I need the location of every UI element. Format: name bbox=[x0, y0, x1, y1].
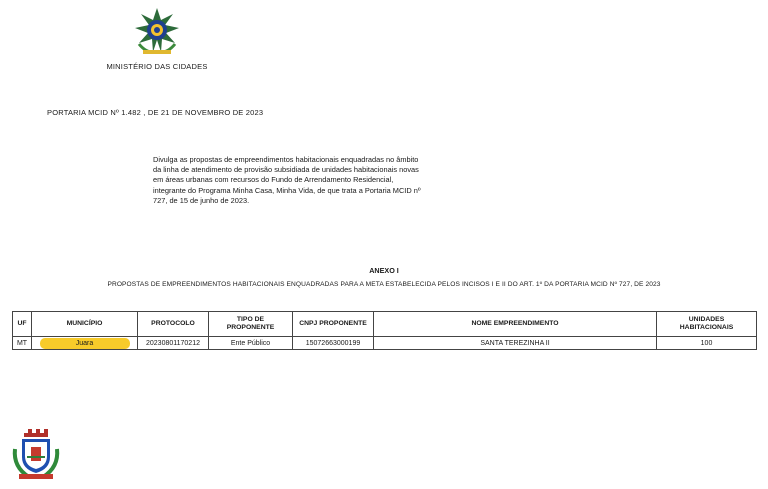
cell-uf: MT bbox=[13, 337, 32, 350]
ministry-name: MINISTÉRIO DAS CIDADES bbox=[106, 62, 208, 71]
cell-cnpj: 15072663000199 bbox=[293, 337, 374, 350]
header-nome: NOME EMPREENDIMENTO bbox=[374, 312, 657, 337]
header-uf: UF bbox=[13, 312, 32, 337]
header-unidades bbox=[657, 312, 757, 337]
ementa-line: em áreas urbanas com recursos do Fundo de Arrendamento Residencial, bbox=[153, 175, 394, 185]
table-header-row bbox=[13, 312, 757, 337]
cell-protocolo: 20230801170212 bbox=[138, 337, 209, 350]
brazil-coat-of-arms-icon bbox=[131, 6, 183, 58]
municipal-coat-of-arms-icon bbox=[9, 427, 63, 481]
cell-unidades: 100 bbox=[657, 337, 757, 350]
ementa-paragraph bbox=[153, 155, 471, 206]
table-row bbox=[13, 337, 757, 350]
header-cnpj: CNPJ PROPONENTE bbox=[293, 312, 374, 337]
anexo-subtitle: PROPOSTAS DE EMPREENDIMENTOS HABITACIONAIS ENQUADRADAS PARA A META ESTABELECIDA PELOS INCISOS I E II DO ART. 1º DA PORTARIA MCID Nº 727, DE 2023 bbox=[107, 281, 661, 288]
header-unidades-line1: UNIDADES bbox=[688, 315, 725, 323]
anexo-title: ANEXO I bbox=[369, 266, 399, 275]
cell-municipio bbox=[32, 337, 138, 350]
ementa-line: 727, de 15 de junho de 2023. bbox=[153, 195, 250, 205]
ementa-line: Divulga as propostas de empreendimentos habitacionais enquadradas no âmbito bbox=[153, 155, 419, 164]
header-municipio: MUNICÍPIO bbox=[32, 312, 138, 337]
ementa-line: integrante do Programa Minha Casa, Minha Vida, de que trata a Portaria MCID nº bbox=[153, 185, 421, 195]
portaria-title: PORTARIA MCID Nº 1.482 , DE 21 DE NOVEMBRO DE 2023 bbox=[47, 108, 264, 117]
municipio-highlight: Juara bbox=[40, 338, 130, 349]
cell-nome: SANTA TEREZINHA II bbox=[374, 337, 657, 350]
header-unidades-line2: HABITACIONAIS bbox=[679, 324, 734, 331]
header-tipo-line2: PROPONENTE bbox=[226, 324, 275, 331]
header-protocolo: PROTOCOLO bbox=[138, 312, 209, 337]
header-tipo-proponente bbox=[209, 312, 293, 337]
header-tipo-line1: TIPO DE bbox=[236, 315, 265, 323]
proposals-table bbox=[12, 311, 757, 350]
cell-tipo: Ente Público bbox=[209, 337, 293, 350]
ementa-line: da linha de atendimento de provisão subsidiada de unidades habitacionais novas bbox=[153, 165, 419, 175]
